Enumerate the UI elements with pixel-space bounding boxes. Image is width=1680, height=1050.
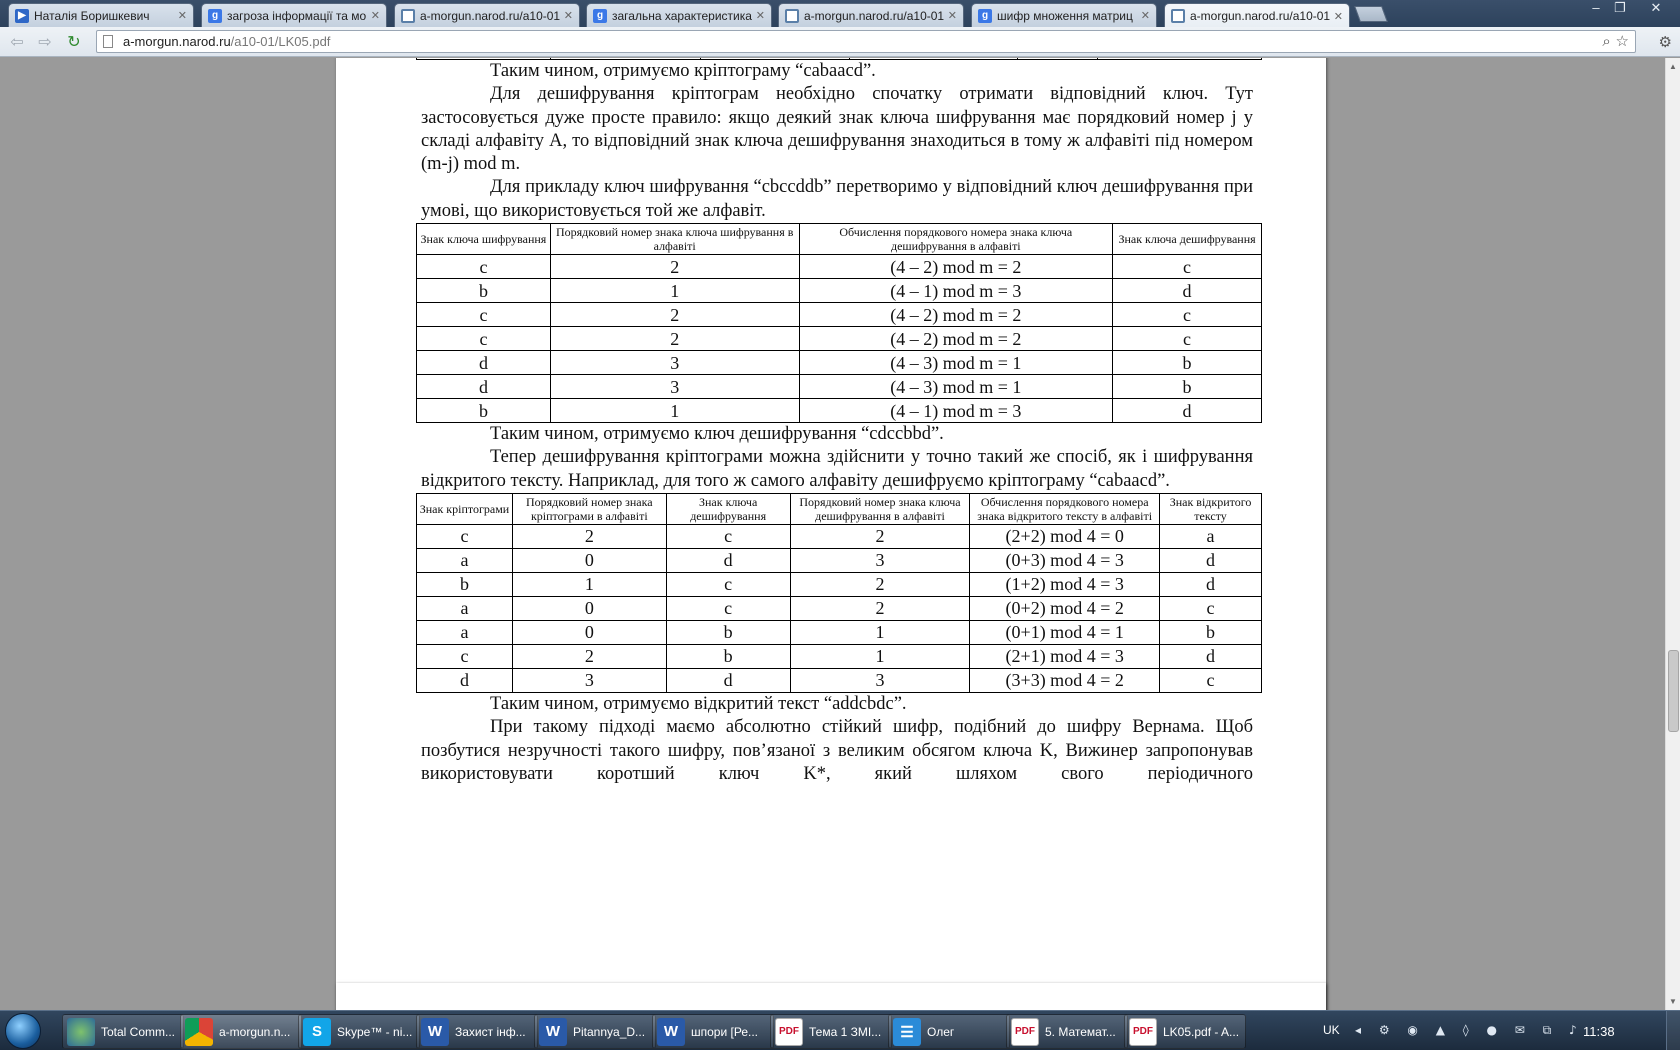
taskbar-button[interactable] — [1006, 1014, 1128, 1049]
table-cell: c — [666, 596, 790, 620]
table-cell: (2+1) mod 4 = 3 — [970, 644, 1160, 668]
google-icon: g — [208, 9, 222, 23]
table-cell: 3 — [790, 548, 970, 572]
table-cell: 1 — [790, 644, 970, 668]
word-icon: W — [539, 1018, 567, 1046]
close-icon[interactable]: ✕ — [177, 10, 187, 22]
video-icon: ▶ — [15, 9, 29, 23]
table-row — [417, 620, 1262, 644]
total-commander-icon — [67, 1018, 95, 1046]
table-cell: c — [1160, 596, 1262, 620]
table-cell: (4 – 2) mod m = 2 — [799, 303, 1113, 327]
zoom-icon[interactable]: ⌕ ☆ — [1602, 32, 1629, 50]
tab-strip — [0, 0, 1680, 27]
table-row — [417, 668, 1262, 692]
table-cell: (4 – 3) mod m = 1 — [799, 351, 1113, 375]
paragraph: Таким чином, отримуємо ключ дешифрування “cdccbbd”. — [490, 424, 944, 445]
forward-arrow-icon[interactable]: ⇨ — [38, 32, 52, 51]
table-cell: 1 — [550, 279, 799, 303]
table-row — [417, 548, 1262, 572]
table-cell: 2 — [512, 644, 666, 668]
globe-icon — [401, 9, 415, 23]
pdf-page-next — [336, 983, 1326, 1010]
show-desktop-button[interactable] — [1666, 1011, 1680, 1050]
reload-icon[interactable]: ↻ — [67, 32, 81, 51]
column-header: Знак кріптограми — [417, 493, 513, 524]
table-cell: 2 — [790, 572, 970, 596]
table-cell: (4 – 2) mod m = 2 — [799, 255, 1113, 279]
table-cell: d — [666, 548, 790, 572]
taskbar-button[interactable] — [888, 1014, 1010, 1049]
table-cell: 1 — [512, 572, 666, 596]
table-cell: (2+2) mod 4 = 0 — [970, 524, 1160, 548]
tab-title: a-morgun.narod.ru/a10-01 — [804, 8, 944, 23]
column-header: Знак ключа шифрування — [417, 224, 551, 255]
table-cell: c — [417, 303, 551, 327]
paragraph: Таким чином, отримуємо кріптограму “cabaacd”. — [490, 61, 876, 81]
pdf-icon: PDF — [1011, 1018, 1039, 1046]
taskbar-button[interactable] — [770, 1014, 892, 1049]
close-icon[interactable]: ✕ — [370, 10, 380, 22]
table-cell: c — [417, 327, 551, 351]
taskbar-label: Тема 1 ЗМІ... — [809, 1024, 882, 1039]
table-cell: (4 – 1) mod m = 3 — [799, 399, 1113, 423]
table-row — [417, 255, 1262, 279]
table-cell: d — [1113, 399, 1262, 423]
column-header: Порядковий номер знака кріптограми в алфавіті — [512, 493, 666, 524]
table-cell: 2 — [550, 303, 799, 327]
document-body — [419, 60, 1256, 786]
table-cell: b — [417, 399, 551, 423]
table-cell: d — [417, 375, 551, 399]
table-cell: (4 – 2) mod m = 2 — [799, 327, 1113, 351]
google-icon: g — [593, 9, 607, 23]
decryption-table — [416, 493, 1262, 693]
table-cell: a — [417, 620, 513, 644]
taskbar-label: 5. Математ... — [1045, 1024, 1116, 1039]
taskbar-button[interactable] — [652, 1014, 774, 1049]
table-body — [417, 524, 1262, 692]
table-cell: c — [417, 644, 513, 668]
pdf-icon: PDF — [775, 1018, 803, 1046]
table-cell: 0 — [512, 596, 666, 620]
close-icon[interactable]: ✕ — [947, 10, 957, 22]
table-cell: c — [1160, 668, 1262, 692]
column-header: Знак ключа дешифрування — [1113, 224, 1262, 255]
tab-title: шифр множення матриц — [997, 8, 1133, 23]
taskbar-label: a-morgun.n... — [219, 1024, 291, 1039]
skype-icon: S — [303, 1018, 331, 1046]
close-icon[interactable]: ✕ — [1333, 10, 1343, 23]
tab-5[interactable] — [971, 3, 1157, 27]
table-cell: b — [417, 279, 551, 303]
paragraph: Таким чином, отримуємо відкритий текст “addcbdc”. — [490, 693, 907, 714]
table-cell: 2 — [550, 255, 799, 279]
system-tray-icons[interactable]: ◂ ⚙ ◉ ▲ ◊ ● ✉ ⧉ ♪ — [1355, 1023, 1584, 1037]
table-cell: b — [666, 620, 790, 644]
table-row — [417, 572, 1262, 596]
table-cell: c — [417, 524, 513, 548]
table-cell: (4 – 3) mod m = 1 — [799, 375, 1113, 399]
table-cell: d — [1160, 548, 1262, 572]
table-cell: c — [1113, 255, 1262, 279]
start-button[interactable] — [5, 1013, 41, 1049]
table-cell: 3 — [790, 668, 970, 692]
new-tab-button[interactable] — [1354, 6, 1388, 22]
table-cell: b — [666, 644, 790, 668]
pdf-viewport — [0, 58, 1665, 1010]
taskbar-label: Захист інф... — [455, 1024, 526, 1039]
table-row — [417, 596, 1262, 620]
taskbar-label: шпори [Ре... — [691, 1024, 758, 1039]
minimize-button[interactable]: – — [1592, 0, 1600, 15]
taskbar — [0, 1010, 1680, 1050]
table-cell: 2 — [550, 327, 799, 351]
table-cell: c — [666, 524, 790, 548]
tab-title: загальна характеристика — [612, 8, 752, 23]
close-icon[interactable]: ✕ — [563, 10, 573, 22]
close-icon[interactable]: ✕ — [1140, 10, 1150, 22]
pdf-page — [336, 58, 1326, 1010]
globe-icon — [785, 9, 799, 23]
table-cell: c — [1113, 327, 1262, 351]
tab-title: a-morgun.narod.ru/a10-01 — [420, 8, 560, 23]
tab-0[interactable] — [8, 3, 194, 27]
paragraph: Для дешифрування кріптограм необхідно спочатку отримати відповідний ключ. Тут застосовується дуже просте правило: якщо деякий знак ключа шифрування має порядковий номер j у складі алфавіту A, то відповідний знак ключа дешифрування знаходиться в тому ж алфавіті під номером (m-j) mod m. — [421, 84, 1253, 175]
taskbar-label: Pitannya_D... — [573, 1024, 646, 1039]
table-cell: b — [417, 572, 513, 596]
table-cell: 3 — [550, 351, 799, 375]
clock[interactable]: 11:38 — [1583, 1024, 1615, 1039]
taskbar-button[interactable] — [1124, 1014, 1246, 1049]
paragraph: Тепер дешифрування кріптограми можна здійснити у точно такий же спосіб, як і шифрування відкритого тексту. Наприклад, для того ж самого алфавіту дешифруємо кріптограму “cabaacd”. — [421, 447, 1253, 491]
tab-3[interactable] — [586, 3, 772, 27]
table-cell: 1 — [790, 620, 970, 644]
table-row — [417, 375, 1262, 399]
google-icon: g — [978, 9, 992, 23]
scroll-down-arrow-icon[interactable]: ▼ — [1669, 997, 1677, 1006]
taskbar-label: LK05.pdf - A... — [1163, 1024, 1240, 1039]
address-bar[interactable] — [96, 30, 1636, 53]
column-header: Порядковий номер знака ключа дешифрування в алфавіті — [790, 493, 970, 524]
table-cell: d — [1113, 279, 1262, 303]
tab-title: a-morgun.narod.ru/a10-01 — [1190, 9, 1330, 23]
column-header: Порядковий номер знака ключа шифрування в алфавіті — [550, 224, 799, 255]
table-cell: a — [417, 548, 513, 572]
taskbar-label: Олег — [927, 1024, 955, 1039]
table-row — [417, 327, 1262, 351]
taskbar-button[interactable] — [416, 1014, 538, 1049]
table-cell: d — [1160, 644, 1262, 668]
table-cell: c — [1113, 303, 1262, 327]
table-row — [417, 279, 1262, 303]
table-body — [417, 255, 1262, 423]
table-cell: c — [666, 572, 790, 596]
column-header: Обчислення порядкового номера знака ключа дешифрування в алфавіті — [799, 224, 1113, 255]
scroll-thumb[interactable] — [1668, 650, 1679, 732]
table-cell: 0 — [512, 620, 666, 644]
taskbar-button[interactable] — [298, 1014, 420, 1049]
scroll-up-arrow-icon[interactable]: ▲ — [1669, 62, 1677, 71]
table-cell: (0+3) mod 4 = 3 — [970, 548, 1160, 572]
table-cell: (0+1) mod 4 = 1 — [970, 620, 1160, 644]
key-conversion-table — [416, 223, 1262, 423]
table-cell: a — [1160, 524, 1262, 548]
table-row — [417, 644, 1262, 668]
vertical-scrollbar[interactable] — [1665, 58, 1680, 1010]
table-cell: 2 — [512, 524, 666, 548]
close-icon[interactable]: ✕ — [755, 10, 765, 22]
back-arrow-icon[interactable]: ⇦ — [10, 32, 24, 51]
tab-2[interactable] — [394, 3, 580, 27]
taskbar-button[interactable] — [180, 1014, 302, 1049]
chrome-icon — [185, 1018, 213, 1046]
chat-icon: ☰ — [893, 1018, 921, 1046]
table-cell: a — [417, 596, 513, 620]
paragraph: Для прикладу ключ шифрування “cbccddb” перетворимо у відповідний ключ дешифрування при умові, що використовується той же алфавіт. — [421, 177, 1253, 221]
table-row — [417, 351, 1262, 375]
column-header: Знак ключа дешифрування — [666, 493, 790, 524]
table-cell: 1 — [550, 399, 799, 423]
taskbar-label: Total Comm... — [101, 1024, 176, 1039]
table-cell: d — [666, 668, 790, 692]
column-header: Знак відкритого тексту — [1160, 493, 1262, 524]
restore-button[interactable]: ❐ — [1614, 0, 1626, 15]
table-row — [417, 524, 1262, 548]
browser-toolbar — [0, 27, 1680, 57]
table-row — [417, 303, 1262, 327]
tab-title: Наталія Боришкевич — [34, 8, 150, 23]
globe-icon — [1171, 9, 1185, 23]
table-cell: b — [1160, 620, 1262, 644]
table-row — [417, 399, 1262, 423]
word-icon: W — [421, 1018, 449, 1046]
table-cell: 2 — [790, 596, 970, 620]
column-header: Обчислення порядкового номера знака відкритого тексту в алфавіті — [970, 493, 1160, 524]
table-cell: (3+3) mod 4 = 2 — [970, 668, 1160, 692]
language-indicator[interactable]: UK — [1323, 1023, 1340, 1037]
table-cell: (4 – 1) mod m = 3 — [799, 279, 1113, 303]
table-cell: c — [417, 255, 551, 279]
url-host: a-morgun.narod.ru — [123, 34, 231, 49]
table-cell: b — [1113, 351, 1262, 375]
tab-4[interactable] — [778, 3, 964, 27]
table-cell: 3 — [512, 668, 666, 692]
close-window-button[interactable]: ✕ — [1650, 0, 1662, 15]
table-cell: (0+2) mod 4 = 2 — [970, 596, 1160, 620]
tab-title: загроза інформації та мо — [227, 8, 367, 23]
table-cell: d — [417, 668, 513, 692]
taskbar-button[interactable] — [62, 1014, 184, 1049]
table-cell: d — [417, 351, 551, 375]
table-cell: b — [1113, 375, 1262, 399]
word-icon: W — [657, 1018, 685, 1046]
table-cell: (1+2) mod 4 = 3 — [970, 572, 1160, 596]
pdf-icon: PDF — [1129, 1018, 1157, 1046]
page-icon — [103, 35, 113, 48]
wrench-menu-icon[interactable]: ⚙ — [1658, 33, 1672, 51]
tab-6-active[interactable] — [1164, 3, 1350, 28]
tab-1[interactable] — [201, 3, 387, 27]
table-cell: d — [1160, 572, 1262, 596]
paragraph: При такому підході маємо абсолютно стійкий шифр, подібний до шифру Вернама. Щоб позбутися незручності такого шифру, пов’язаної з великим обсягом ключа K, Вижинер запропонував використовувати коротший ключ K*, який шляхом свого періодичного — [421, 717, 1253, 784]
table-cell: 0 — [512, 548, 666, 572]
taskbar-label: Skype™ - ni... — [337, 1024, 413, 1039]
taskbar-button[interactable] — [534, 1014, 656, 1049]
table-cell: 3 — [550, 375, 799, 399]
table-cell: 2 — [790, 524, 970, 548]
url-path: /a10-01/LK05.pdf — [230, 34, 331, 49]
